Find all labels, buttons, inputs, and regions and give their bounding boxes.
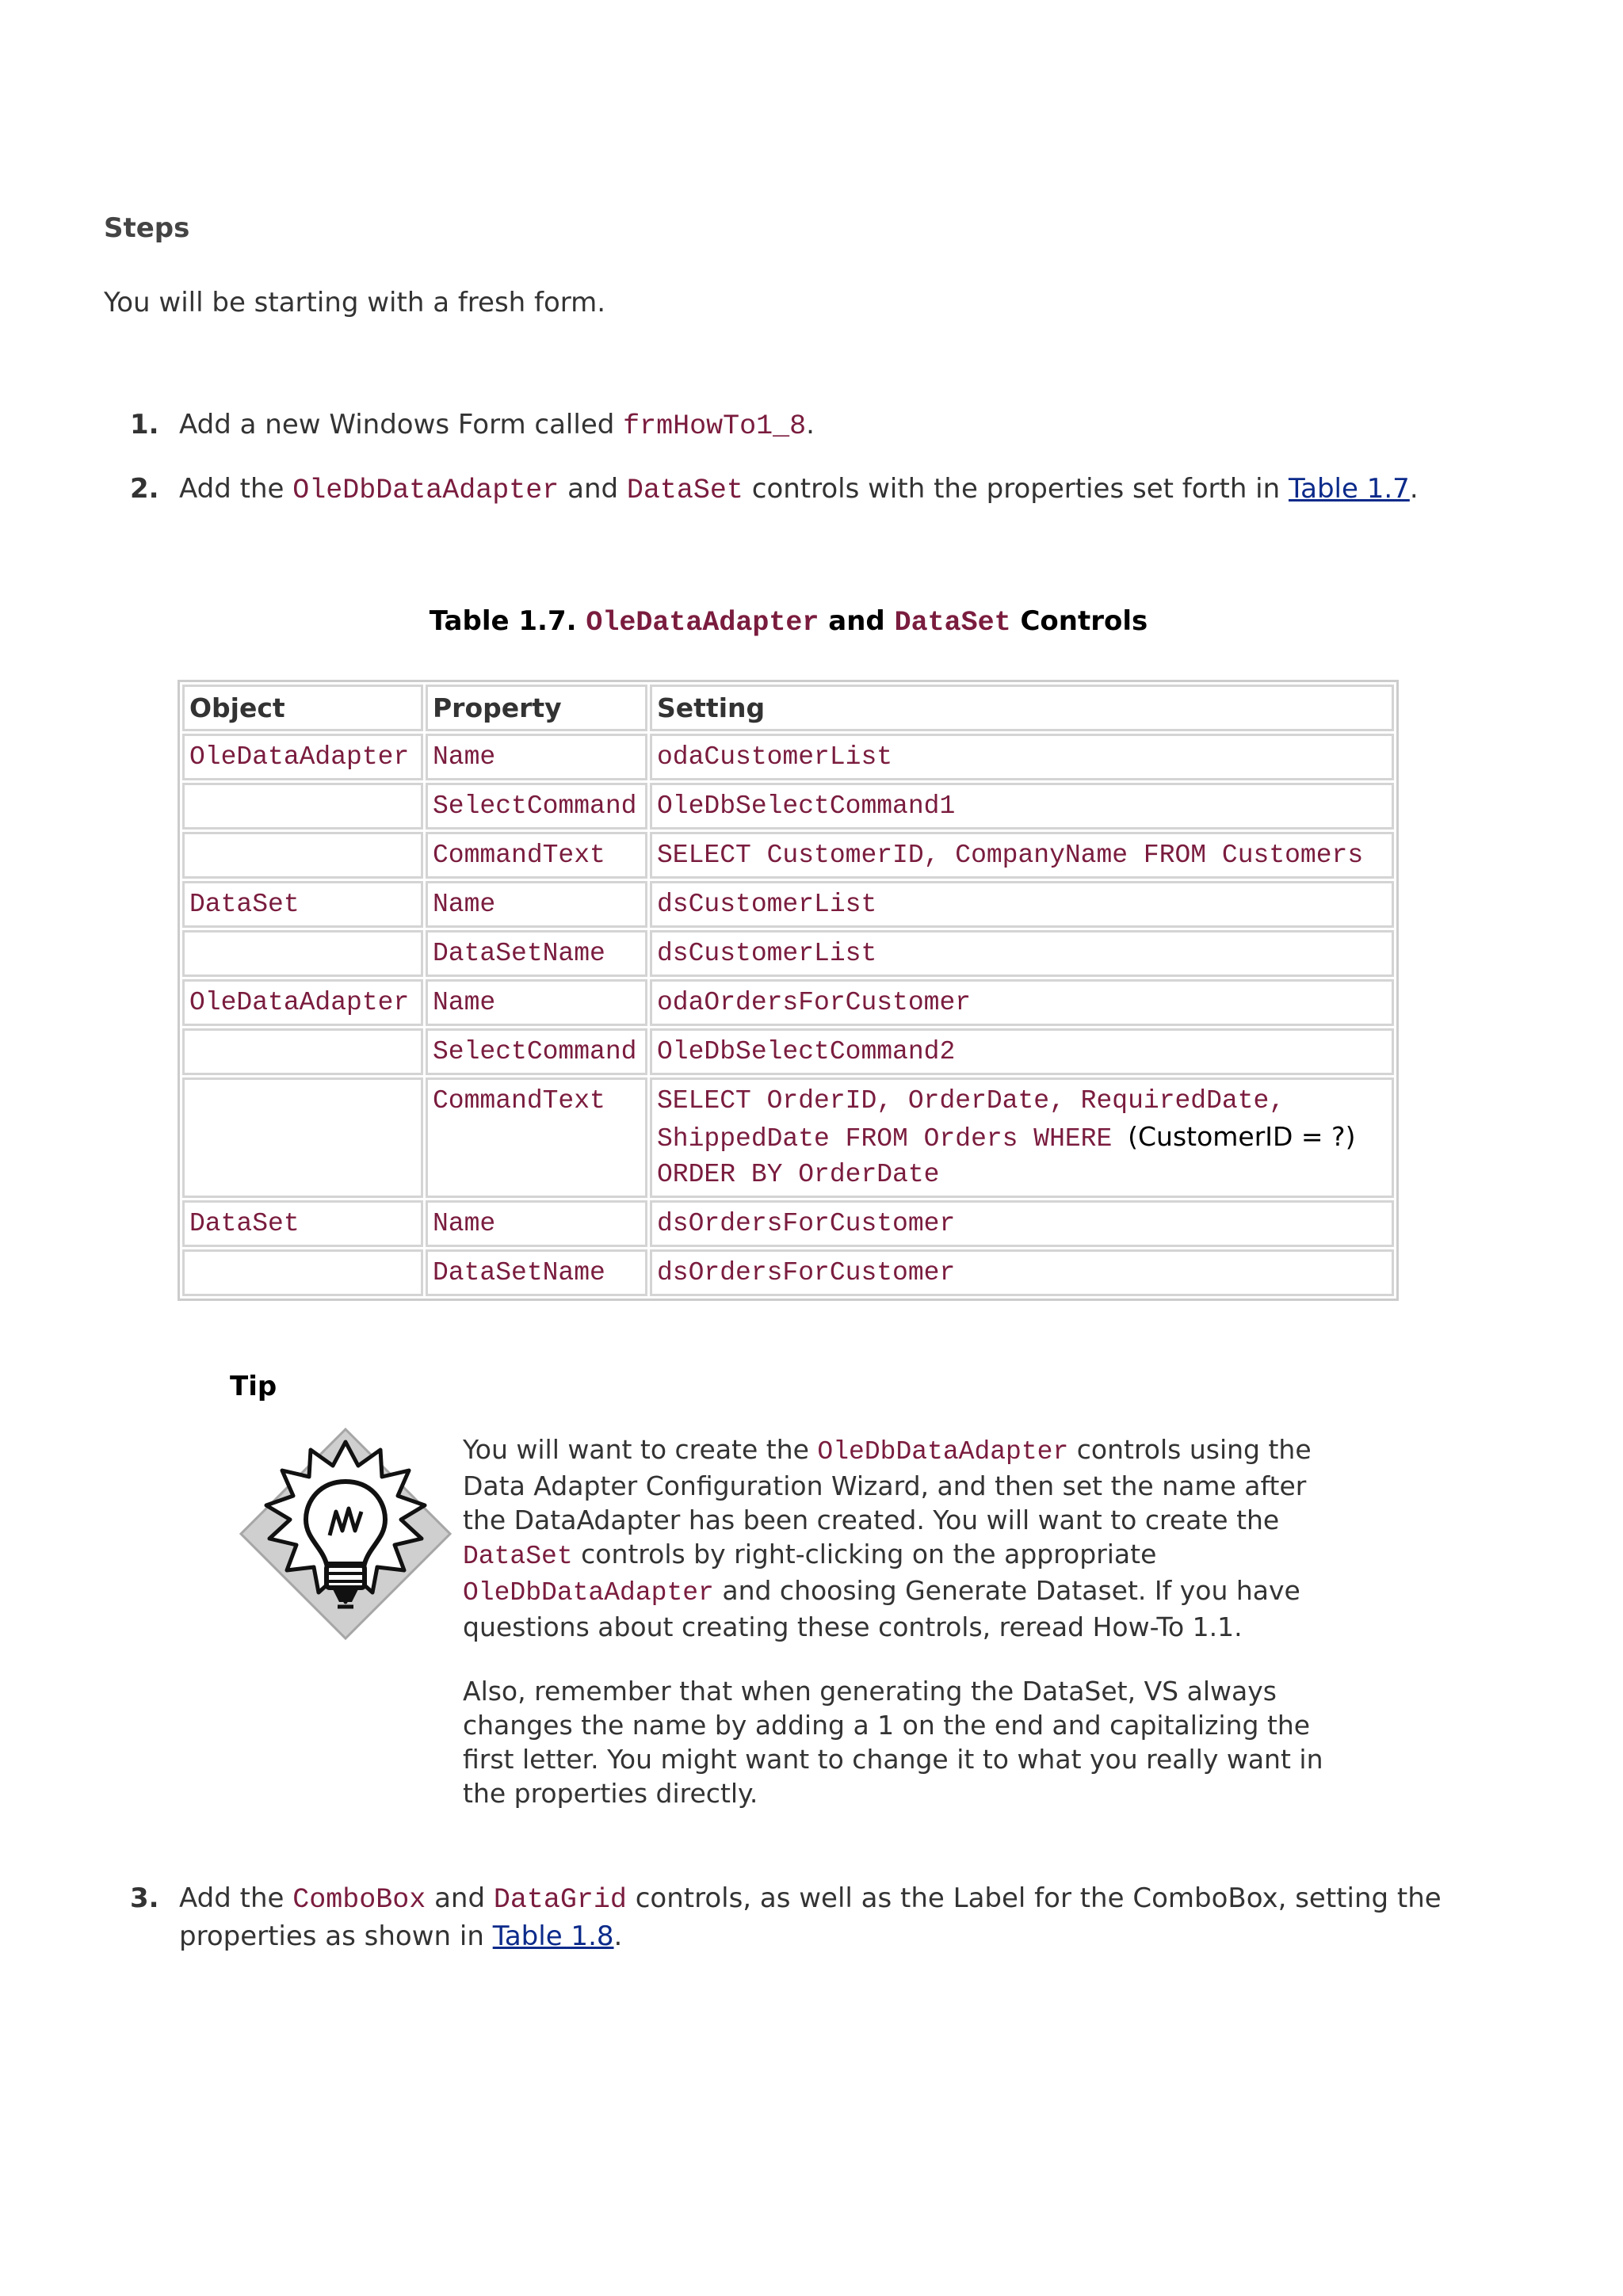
code-oledbdataadapter: OleDbDataAdapter (817, 1437, 1069, 1466)
table-row (182, 1077, 1394, 1198)
table-row (182, 734, 1394, 780)
cell-property: CommandText (426, 832, 647, 879)
header-property: Property (426, 685, 647, 731)
cell-property: CommandText (426, 1077, 647, 1198)
caption-code-oledataadapter: OleDataAdapter (586, 607, 819, 639)
code-form-name: frmHowTo1_8 (623, 410, 807, 442)
step-text: Add the (179, 1882, 293, 1914)
cell-setting: dsCustomerList (650, 881, 1394, 928)
intro-text: You will be starting with a fresh form. (104, 287, 606, 318)
cell-property: DataSetName (426, 1249, 647, 1296)
step-text: Add a new Windows Form called (179, 409, 624, 441)
tip-paragraph-1 (463, 1432, 1342, 1644)
cell-setting: dsOrdersForCustomer (650, 1200, 1394, 1247)
steps-heading: Steps (104, 212, 190, 244)
caption-mid: and (819, 605, 895, 637)
cell-setting: odaOrdersForCustomer (650, 979, 1394, 1026)
step-text-end: . (613, 1920, 623, 1952)
cell-object: OleDataAdapter (182, 979, 423, 1026)
cell-object (182, 1077, 423, 1198)
cell-object: DataSet (182, 1200, 423, 1247)
cell-property: SelectCommand (426, 783, 647, 830)
cell-property: Name (426, 979, 647, 1026)
code-dataset: DataSet (463, 1542, 573, 1571)
cell-object (182, 1028, 423, 1075)
cell-property: SelectCommand (426, 1028, 647, 1075)
step-number: 2. (130, 473, 159, 505)
step-text-end: . (1409, 473, 1419, 505)
cell-object: OleDataAdapter (182, 734, 423, 780)
table-row (182, 881, 1394, 928)
step-number: 3. (130, 1882, 159, 1914)
cell-property: Name (426, 1200, 647, 1247)
step-text: controls, as well as the Label for the ComboBox, setting the properties as shown in (179, 1882, 1442, 1952)
cell-object (182, 1249, 423, 1296)
cell-setting: SELECT CustomerID, CompanyName FROM Customers (650, 832, 1394, 879)
header-setting: Setting (650, 685, 1394, 731)
table-row (182, 1200, 1394, 1247)
tip-text-part: You will want to create the (463, 1434, 818, 1465)
cell-object (182, 930, 423, 977)
cell-object (182, 832, 423, 879)
step-text: controls with the properties set forth in (743, 473, 1289, 505)
plain-text-fragment: (CustomerID = ?) (1128, 1121, 1356, 1152)
step-text: Add the (179, 473, 293, 505)
cell-setting: OleDbSelectCommand2 (650, 1028, 1394, 1075)
tip-paragraph-2: Also, remember that when generating the DataSet, VS always changes the name by adding a 1 on the end and capitalizing the first letter. You might want to change it to what you really want in the properties directly. (463, 1676, 1323, 1809)
cell-property: Name (426, 734, 647, 780)
step-text: and (559, 473, 627, 505)
cell-object: DataSet (182, 881, 423, 928)
table-row (182, 1028, 1394, 1075)
cell-setting: OleDbSelectCommand1 (650, 783, 1394, 830)
table-row (182, 979, 1394, 1026)
cell-setting: dsOrdersForCustomer (650, 1249, 1394, 1296)
table-1-7-link[interactable]: Table 1.7 (1289, 473, 1410, 505)
table-row (182, 832, 1394, 879)
code-oledbdataadapter: OleDbDataAdapter (463, 1578, 714, 1608)
step-text: and (426, 1882, 494, 1914)
tip-text-part: and choosing Generate Dataset. If you have questions about creating these controls, reread How-To 1.1. (463, 1575, 1300, 1642)
table-caption (0, 605, 1577, 639)
caption-suffix: Controls (1010, 605, 1148, 637)
cell-property: Name (426, 881, 647, 928)
cell-setting: SELECT OrderID, OrderDate, RequiredDate, ShippedDate FROM Orders WHERE (CustomerID = ?) ORDER BY OrderDate (650, 1077, 1394, 1198)
table-row (182, 783, 1394, 830)
table-row (182, 930, 1394, 977)
cell-object (182, 783, 423, 830)
caption-code-dataset: DataSet (894, 607, 1011, 639)
step-text-end: . (806, 409, 815, 441)
table-row (182, 1249, 1394, 1296)
table-1-8-link[interactable]: Table 1.8 (492, 1920, 614, 1952)
cell-setting: odaCustomerList (650, 734, 1394, 780)
cell-setting: dsCustomerList (650, 930, 1394, 977)
tip-label: Tip (230, 1371, 277, 1402)
cell-property: DataSetName (426, 930, 647, 977)
lightbulb-icon (238, 1426, 453, 1642)
code-datagrid: DataGrid (493, 1884, 627, 1916)
caption-prefix: Table 1.7. (429, 605, 586, 637)
table-header-row (182, 685, 1394, 731)
code-combobox: ComboBox (292, 1884, 426, 1916)
code-dataset: DataSet (626, 475, 743, 506)
tip-text-part: controls by right-clicking on the appropriate (572, 1539, 1157, 1569)
tip-text-part: controls using the Data Adapter Configuration Wizard, and then set the name after the DataAdapter has been created. You will want to create the (463, 1434, 1312, 1535)
header-object: Object (182, 685, 423, 731)
code-oledbdataadapter: OleDbDataAdapter (292, 475, 559, 506)
properties-table (178, 680, 1399, 1301)
tip-text (463, 1432, 1342, 1840)
step-number: 1. (130, 409, 159, 441)
